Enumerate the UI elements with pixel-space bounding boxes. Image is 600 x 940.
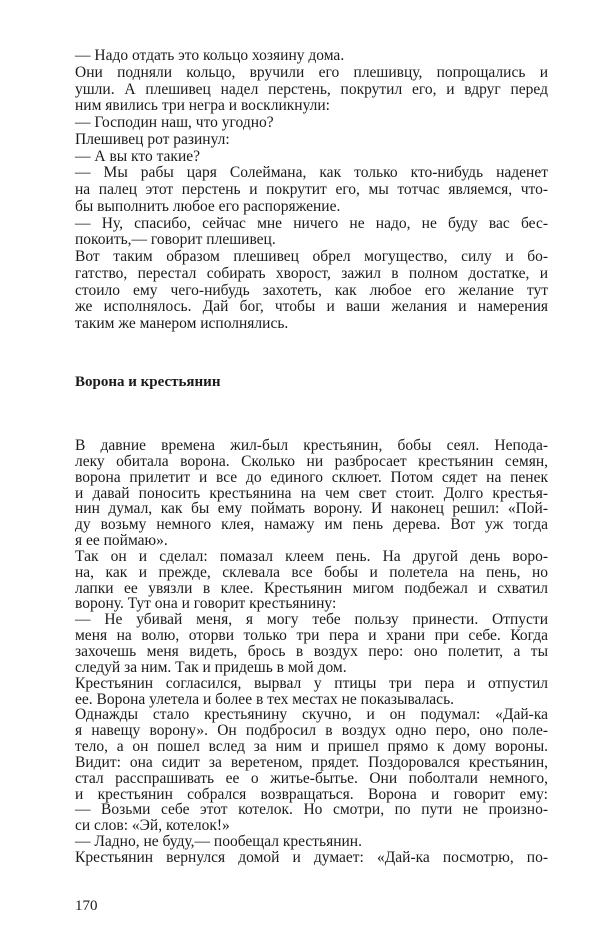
- text-line: стал расспрашивать ее о житье-бытье. Они поболтали немного,: [75, 769, 548, 787]
- text-line: Видит: она сидит за веретеном, прядет. Поздоровался крестьянин,: [75, 753, 548, 771]
- story-heading: Ворона и крестьянин: [75, 374, 221, 390]
- text-line: — Надо отдать это кольцо хозяину дома.: [75, 47, 345, 64]
- text-line: тело, а он пошел вслед за ним и пришел прямо к дому вороны.: [75, 738, 548, 756]
- text-line: и крестьянин собрался возвращаться. Ворона и говорит ему:: [75, 785, 548, 803]
- text-line: на, как и прежде, склевала все бобы и полетела на пень, но: [75, 563, 548, 581]
- text-line: си слов: «Эй, котелок!»: [75, 817, 230, 835]
- text-block-ring-story: [75, 48, 548, 333]
- page-number: 170: [75, 898, 98, 914]
- text-line: Они подняли кольцо, вручили его плешивцу, попрощались и: [75, 63, 548, 81]
- text-line: ворона прилетит и все до единого склюет. Потом сядет на пенек: [75, 468, 548, 486]
- text-line: лапки ее увязли в клее. Крестьянин мигом подбежал и схватил: [75, 579, 548, 597]
- text-line: Однажды стало крестьянину скучно, и он подумал: «Дай-ка: [75, 706, 548, 724]
- text-line: — Ладно, не буду,— пообещал крестьянин.: [75, 833, 362, 851]
- text-line: покоить,— говорит плешивец.: [75, 231, 276, 249]
- text-line: — Господин наш, что угодно?: [75, 114, 274, 131]
- text-line: гатство, перестал собирать хворост, зажил в полном достатке, и: [75, 264, 548, 282]
- text-line: Так он и сделал: помазал клеем пень. На другой день воро-: [75, 547, 548, 565]
- text-line: нин думал, как бы ему поймать ворону. И наконец решил: «Пой-: [75, 500, 548, 518]
- text-line: Вот таким образом плешивец обрел могущество, силу и бо-: [75, 248, 548, 265]
- text-line: стоило ему чего-нибудь захотеть, как любое его желание тут: [75, 281, 548, 299]
- text-line: Плешивец рот разинул:: [75, 130, 230, 148]
- text-line: таким же манером исполнялись.: [75, 315, 289, 332]
- text-line: следуй за ним. Так и придешь в мой дом.: [75, 658, 347, 676]
- text-line: — Мы рабы царя Солеймана, как только кто-нибудь наденет: [75, 164, 548, 182]
- text-line: Крестьянин согласился, вырвал у птицы три пера и отпустил: [75, 674, 548, 692]
- text-line: ушли. А плешивец надел перстень, покрутил его, и вдруг перед: [75, 80, 548, 98]
- text-line: на палец этот перстень и покрутит его, мы тотчас являемся, что-: [75, 181, 548, 198]
- text-block-crow-story: [75, 438, 548, 866]
- text-line: леку обитала ворона. Сколько ни разбросает крестьянин семян,: [75, 452, 548, 470]
- text-line: — Не убивай меня, я могу тебе пользу принести. Отпусти: [75, 611, 548, 629]
- text-line: меня на волю, оторви только три пера и храни при себе. Когда: [75, 627, 548, 645]
- text-line: В давние времена жил-был крестьянин, бобы сеял. Непода-: [75, 437, 548, 454]
- text-line: ворону. Тут она и говорит крестьянину:: [75, 595, 337, 613]
- text-line: ним явились три негра и воскликнули:: [75, 97, 330, 115]
- text-line: — А вы кто такие?: [75, 147, 200, 165]
- text-line: бы выполнить любое его распоряжение.: [75, 197, 341, 215]
- text-line: — Ну, спасибо, сейчас мне ничего не надо, не буду вас бес-: [75, 214, 548, 232]
- text-line: захочешь меня видеть, брось в воздух перо: оно полетит, а ты: [75, 642, 548, 660]
- text-line: Крестьянин вернулся домой и думает: «Дай-ка посмотрю, по-: [75, 848, 548, 866]
- text-line: и давай поносить крестьянина на чем свет стоит. Долго крестья-: [75, 484, 548, 502]
- text-line: я навещу ворону». Он подбросил в воздух одно перо, оно поле-: [75, 722, 548, 740]
- text-line: ее. Ворона улетела и более в тех местах не показывалась.: [75, 690, 455, 708]
- text-line: я ее поймаю».: [75, 532, 168, 550]
- text-line: ду возьму немного клея, намажу им пень дерева. Вот уж тогда: [75, 516, 548, 534]
- text-line: же исполнялось. Дай бог, чтобы и ваши желания и намерения: [75, 298, 548, 316]
- text-line: — Возьми себе этот котелок. Но смотри, по пути не произно-: [75, 801, 548, 819]
